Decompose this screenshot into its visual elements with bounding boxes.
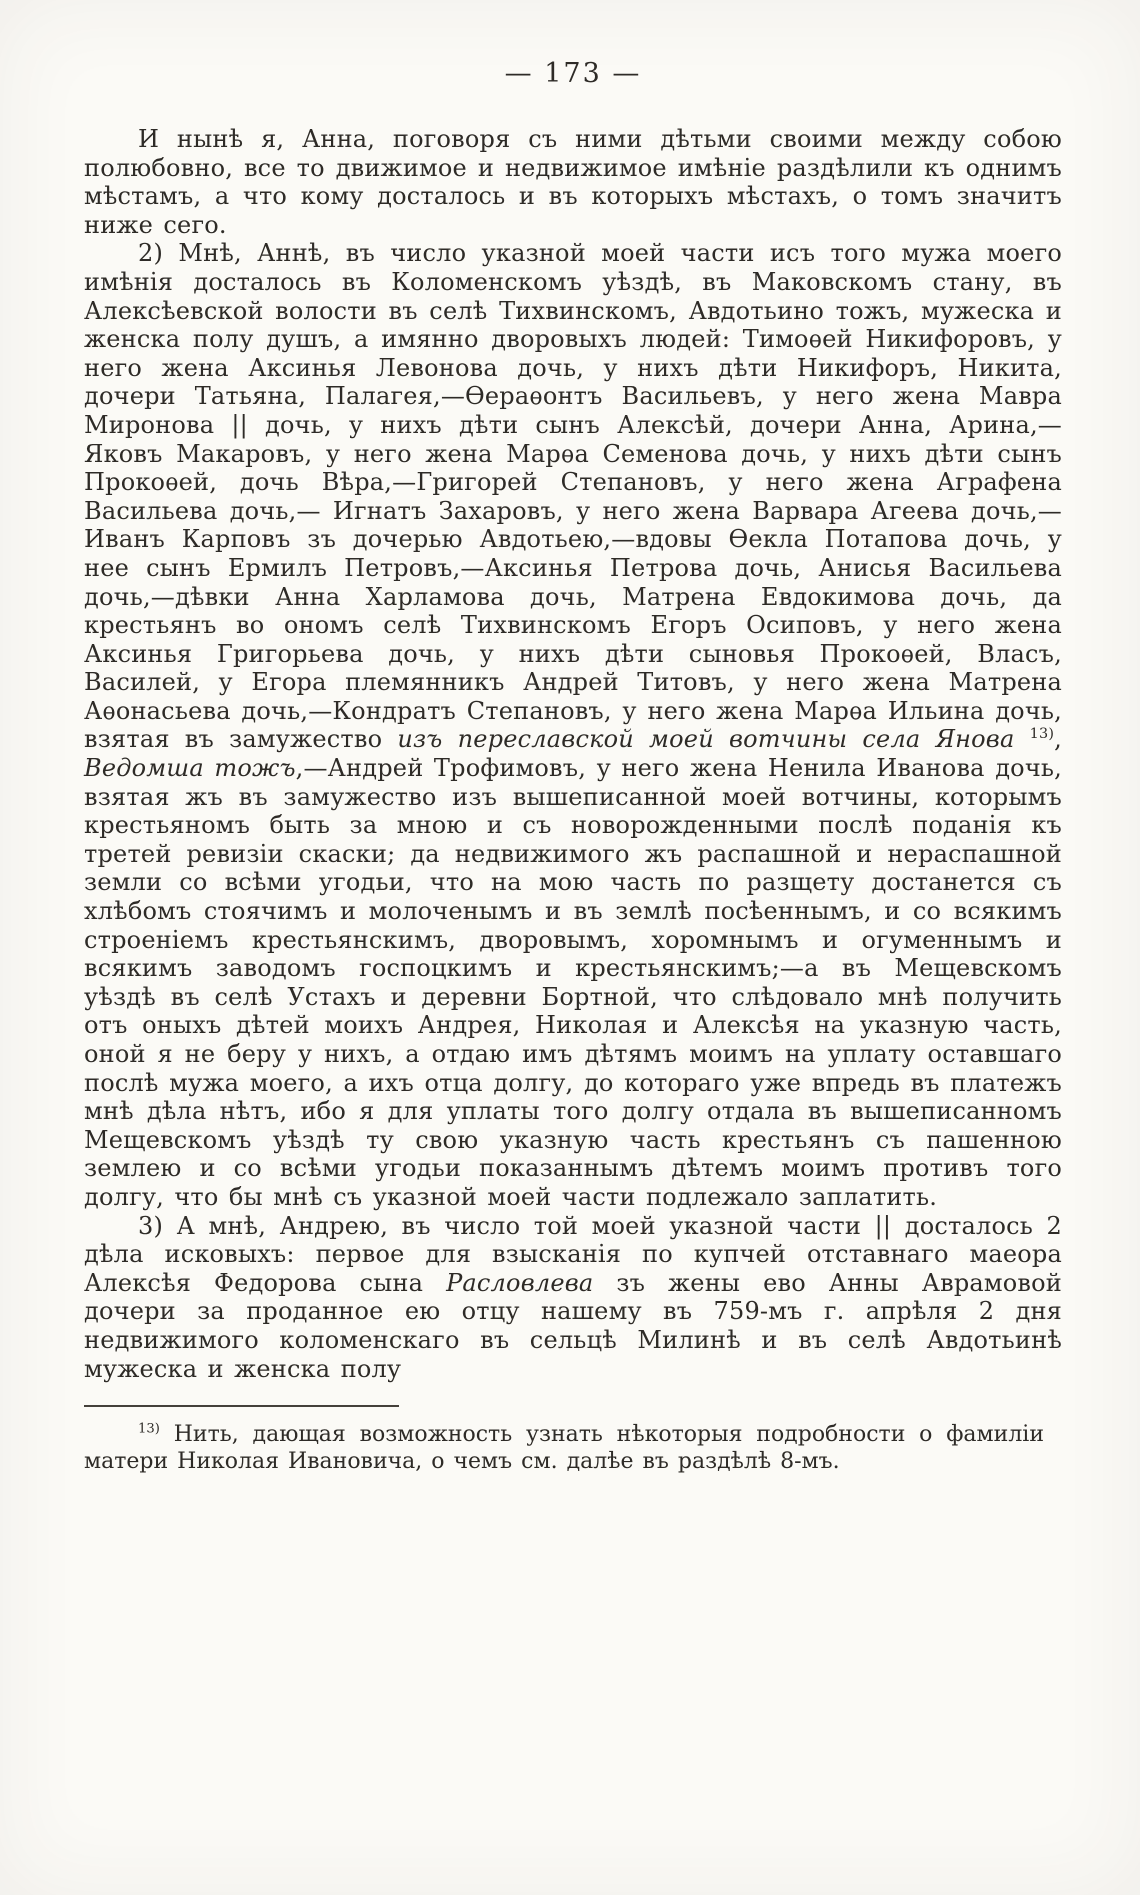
footnote-marker: 13): [1029, 726, 1055, 743]
text-segment: 3) А мнѣ, Андрею, въ число той моей указной части || досталось 2 дѣла исковыхъ: первое для взысканія по купчей отставнаго маеора Алексѣя Федорова сына: [84, 1211, 1062, 1297]
text-segment: зъ жены ево Анны Аврамовой дочери за проданное ею отцу нашему въ 759-мъ г. апрѣля 2 дня недвижимого коломенскаго въ сельцѣ Милинѣ и въ селѣ Авдотьинѣ мужеска и женска полу: [84, 1268, 1062, 1383]
body-paragraphs: [84, 125, 1062, 1383]
italic-text-segment: Ведомша тожъ: [84, 754, 296, 783]
footnote-text: [84, 1421, 1044, 1475]
page-number: — 173 —: [504, 58, 642, 89]
paragraph: [84, 125, 1062, 239]
text-segment: И нынѣ я, Анна, поговоря съ ними дѣтьми своими между собою полюбовно, все то движимое и недвижимое имѣніе раздѣлили къ однимъ мѣстамъ, а что кому досталось и въ которыхъ мѣстахъ, о томъ значитъ ниже сего.: [84, 125, 1062, 239]
footnote-divider: [84, 1405, 399, 1407]
italic-text-segment: изъ переславской моей вотчины села Янова: [397, 725, 1030, 754]
paragraph: [84, 1212, 1062, 1384]
paragraph: [84, 239, 1062, 1211]
text-segment: ,—Андрей Трофимовъ, у него жена Ненила Иванова дочь, взятая жъ въ замужество изъ вышеписанной моей вотчины, которымъ крестьяномъ быть за мною и съ новорожденными послѣ поданія къ третей ревизіи скаски; да недвижимого жъ распашной и нераспашной земли со всѣми угодьи, что на мою часть по разщету достанется съ хлѣбомъ стоячимъ и молоченымъ и въ землѣ посѣеннымъ, и со всякимъ строеніемъ крестьянскимъ, дворовымъ, хоромнымъ и огуменнымъ и всякимъ заводомъ госпоцкимъ и крестьянскимъ;—а въ Мещевскомъ уѣздѣ въ селѣ Устахъ и деревни Бортной, что слѣдовало мнѣ получить отъ оныхъ дѣтей моихъ Андрея, Николая и Алексѣя на указную часть, оной я не беру у нихъ, а отдаю имъ дѣтямъ моимъ на уплату оставшаго послѣ мужа моего, а ихъ отца долгу, до котораго уже впредь въ платежъ мнѣ дѣла нѣтъ, ибо я для уплаты того долгу отдала въ вышеписанномъ Мещевскомъ уѣздѣ ту свою указную часть крестьянъ съ пашенною землею и со всѣми угодьи показаннымъ дѣтемъ моимъ противъ того долгу, что бы мнѣ съ указной моей части подлежало заплатить.: [84, 754, 1062, 1211]
text-segment: Нить, дающая возможность узнать нѣкоторыя подробности о фамиліи матери Николая Ивановича, о чемъ см. далѣе въ раздѣлѣ 8-мъ.: [84, 1422, 1044, 1475]
text-segment: ,: [1054, 725, 1062, 754]
italic-text-segment: Расловлева: [446, 1268, 594, 1297]
footnote-marker: 13): [138, 1421, 160, 1437]
text-segment: 2) Мнѣ, Аннѣ, въ число указной моей части исъ того мужа моего имѣнія досталось въ Коломенскомъ уѣздѣ, въ Маковскомъ стану, въ Алексѣевской волости въ селѣ Тихвинскомъ, Авдотьино тожъ, мужеска и женска полу душъ, а имянно дворовыхъ людей: Тимоѳей Никифоровъ, у него жена Аксинья Левонова дочь, у нихъ дѣти Никифоръ, Никита, дочери Татьяна, Палагея,—Ѳераѳонтъ Васильевъ, у него жена Мавра Миронова || дочь, у нихъ дѣти сынъ Алексѣй, дочери Анна, Арина,—Яковъ Макаровъ, у него жена Марѳа Семенова дочь, у нихъ дѣти сынъ Прокоѳей, дочь Вѣра,—Григорей Степановъ, у него жена Аграфена Васильева дочь,— Игнатъ Захаровъ, у него жена Варвара Агеева дочь,—Иванъ Карповъ зъ дочерью Авдотьею,—вдовы Ѳекла Потапова дочь, у нее сынъ Ермилъ Петровъ,—Аксинья Петрова дочь, Анисья Васильева дочь,—дѣвки Анна Харламова дочь, Матрена Евдокимова дочь, да крестьянъ во ономъ селѣ Тихвинскомъ Егоръ Осиповъ, у него жена Аксинья Григорьева дочь, у нихъ дѣти сыновья Прокоѳей, Власъ, Василей, у Егора племянникъ Андрей Титовъ, у него жена Матрена Аѳонасьева дочь,—Кондратъ Степановъ, у него жена Марѳа Ильина дочь, взятая въ замужество: [84, 239, 1062, 754]
